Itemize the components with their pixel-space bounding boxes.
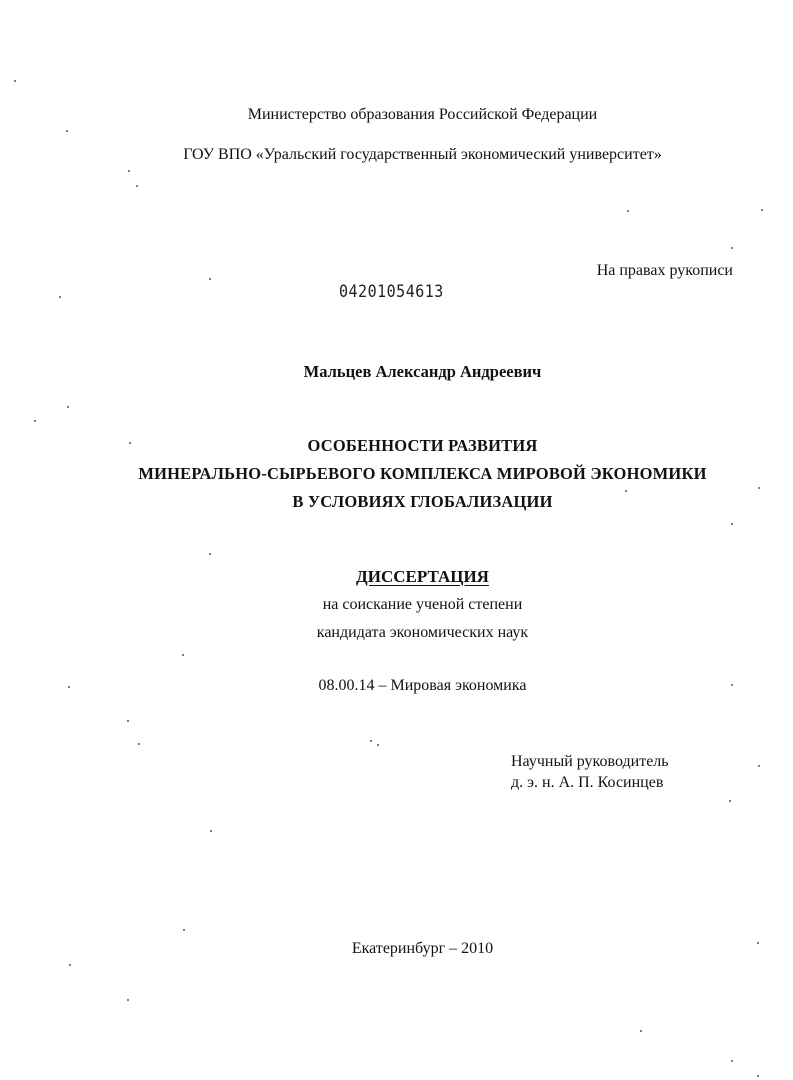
scan-speck: [209, 553, 211, 555]
scan-speck: [757, 1075, 759, 1077]
title-line-1: ОСОБЕННОСТИ РАЗВИТИЯ: [307, 436, 538, 455]
author-name: Мальцев Александр Андреевич: [303, 362, 542, 381]
scan-speck: [14, 80, 16, 82]
scan-speck: [138, 743, 140, 745]
scan-speck: [640, 1030, 642, 1032]
scan-speck: [370, 740, 372, 742]
scan-speck: [136, 185, 138, 187]
scan-speck: [731, 523, 733, 525]
scan-speck: [209, 278, 211, 280]
scan-speck: [761, 209, 763, 211]
scan-speck: [127, 720, 129, 722]
scan-speck: [59, 296, 61, 298]
scan-speck: [69, 964, 71, 966]
scan-speck: [731, 247, 733, 249]
scan-speck: [67, 406, 69, 408]
scan-speck: [182, 654, 184, 656]
scan-speck: [757, 942, 759, 944]
scan-speck: [729, 800, 731, 802]
advisor-role: Научный руководитель: [511, 753, 669, 770]
scan-speck: [731, 684, 733, 686]
scan-speck: [210, 830, 212, 832]
city-year: Екатеринбург – 2010: [351, 940, 494, 957]
title-line-2: МИНЕРАЛЬНО-СЫРЬЕВОГО КОМПЛЕКСА МИРОВОЙ ЭКОНОМИКИ: [138, 464, 707, 483]
specialty: 08.00.14 – Мировая экономика: [318, 677, 527, 694]
registration-number: 04201054613: [339, 281, 444, 302]
scan-speck: [627, 210, 629, 212]
scan-speck: [129, 442, 131, 444]
work-type: ДИССЕРТАЦИЯ: [356, 567, 489, 586]
scan-speck: [128, 170, 130, 172]
title-line-3: В УСЛОВИЯХ ГЛОБАЛИЗАЦИИ: [292, 492, 553, 511]
scan-speck: [127, 999, 129, 1001]
scan-speck: [758, 765, 760, 767]
advisor-name: д. э. н. А. П. Косинцев: [511, 774, 664, 791]
scan-speck: [183, 929, 185, 931]
scan-speck: [34, 420, 36, 422]
scan-speck: [625, 490, 627, 492]
scan-speck: [377, 744, 379, 746]
scan-speck: [758, 487, 760, 489]
degree-line-1: на соискание ученой степени: [322, 596, 523, 613]
degree-line-2: кандидата экономических наук: [316, 624, 529, 641]
ministry-heading: Министерство образования Российской Федерации: [247, 106, 598, 123]
university-heading: ГОУ ВПО «Уральский государственный экономический университет»: [183, 146, 662, 163]
rights-note: На правах рукописи: [596, 262, 733, 279]
scan-speck: [731, 1060, 733, 1062]
scan-speck: [68, 686, 70, 688]
scan-speck: [66, 130, 68, 132]
